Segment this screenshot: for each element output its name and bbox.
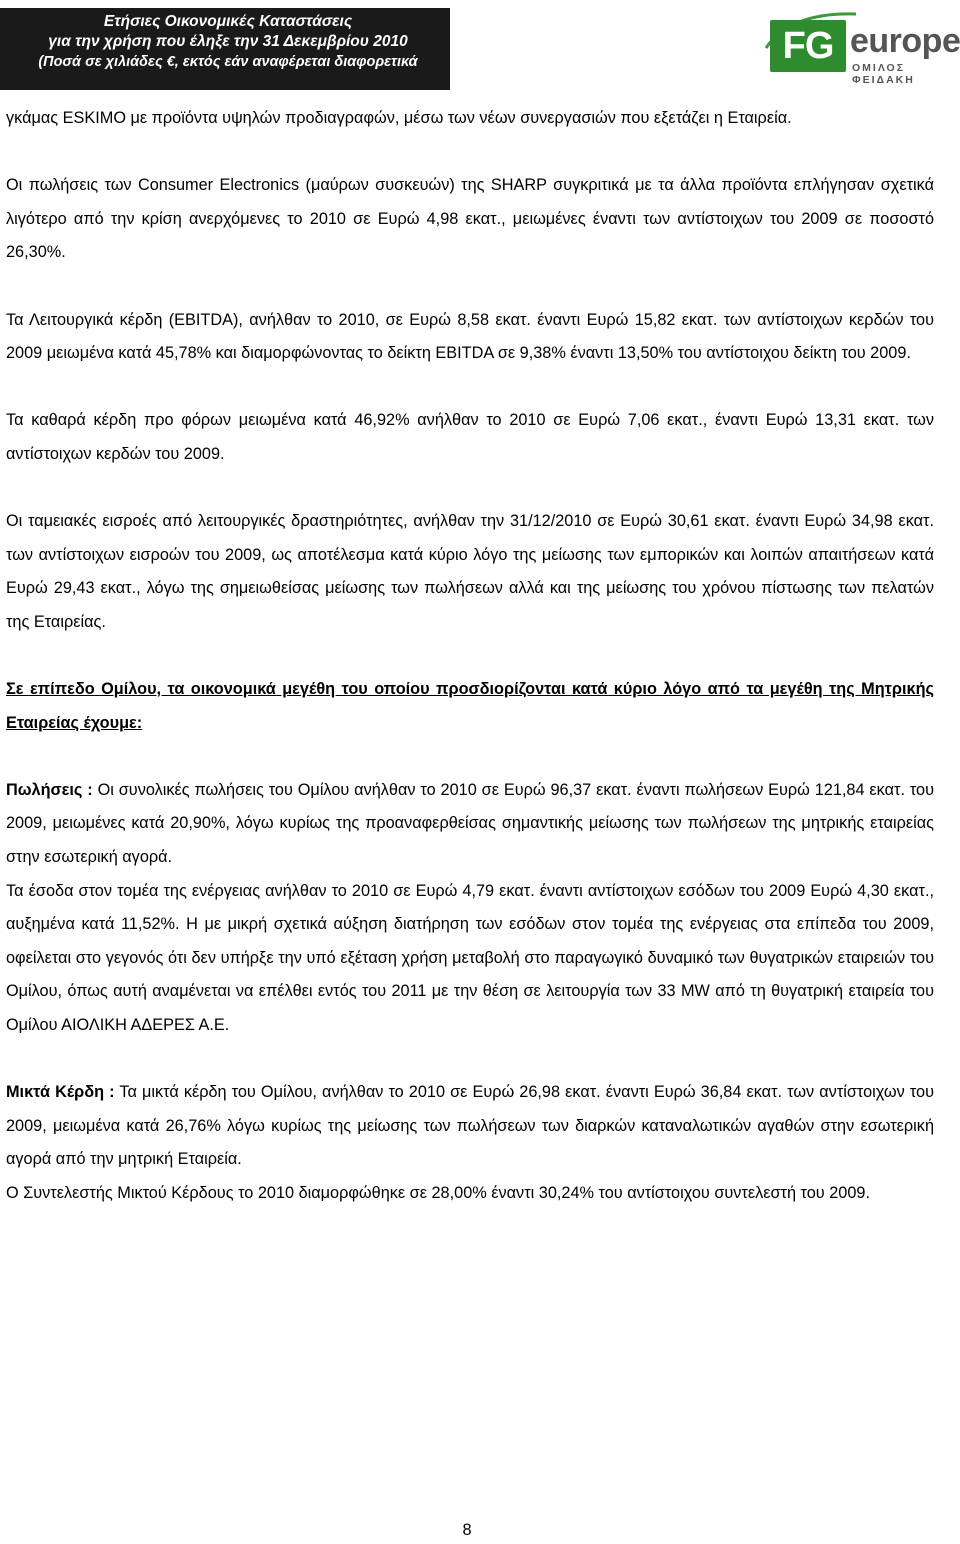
header-title (8, 12, 448, 72)
group-section-heading: Σε επίπεδο Ομίλου, τα οικονομικά μεγέθη του οποίου προσδιορίζονται κατά κύριο λόγο από τα μεγέθη της Μητρικής Εταιρείας έχουμε: (6, 680, 934, 732)
logo-mark: FG (770, 20, 846, 72)
header-line-1: Ετήσιες Οικονομικές Καταστάσεις (103, 13, 353, 30)
paragraph-ebitda: Τα Λειτουργικά κέρδη (EBITDA), ανήλθαν το 2010, σε Ευρώ 8,58 εκατ. έναντι Ευρώ 15,82 εκατ. των αντίστοιχων κερδών του 2009 μειωμένα κατά 45,78% και διαμορφώνοντας το δείκτη EBITDA σε 9,38% έναντι 13,50% του αντίστοιχου δείκτη του 2009. (6, 310, 934, 363)
paragraph-sales (6, 774, 934, 875)
sales-text: Οι συνολικές πωλήσεις του Ομίλου ανήλθαν το 2010 σε Ευρώ 96,37 εκατ. έναντι πωλήσεων Ευρώ 121,84 εκατ. του 2009, μειωμένες κατά 20,90%, λόγω κυρίως της προαναφερθείσας σημαντικής μείωσης των πωλήσεων της μητρικής εταιρείας στην εσωτερική αγορά. (6, 780, 935, 867)
paragraph-consumer-electronics: Οι πωλήσεις των Consumer Electronics (μαύρων συσκευών) της SHARP συγκριτικά με τα άλλα προϊόντα επλήγησαν σχετικά λιγότερο από την κρίση ανερχόμενες το 2010 σε Ευρώ 4,98 εκατ., μειωμένες έναντι των αντίστοιχων του 2009 σε ποσοστό 26,30%. (6, 176, 934, 262)
sales-label: Πωλήσεις : (6, 780, 93, 799)
paragraph-energy-revenue: Τα έσοδα στον τομέα της ενέργειας ανήλθαν το 2010 σε Ευρώ 4,79 εκατ. έναντι αντίστοιχων εσόδων του 2009 Ευρώ 4,30 εκατ., αυξημένα κατά 11,52%. Η με μικρή σχετικά αύξηση διατήρηση των εσόδων στον τομέα της ενέργειας στα επίπεδα του 2009, οφείλεται στο γεγονός ότι δεν υπήρξε την υπό εξέταση χρήση μεταβολή στο παραγωγικό δυναμικό των θυγατρικών εταιρειών του Ομίλου, όπως αυτή αναμένεται να επέλθει εντός του 2011 με την θέση σε λειτουργία των 33 MW από τη θυγατρική εταιρεία του Ομίλου ΑΙΟΛΙΚΗ ΑΔΕΡΕΣ Α.Ε. (6, 881, 934, 1035)
paragraph-pretax-profit: Τα καθαρά κέρδη προ φόρων μειωμένα κατά 46,92% ανήλθαν το 2010 σε Ευρώ 7,06 εκατ., έναντι Ευρώ 13,31 εκατ. των αντίστοιχων κερδών του 2009. (6, 411, 934, 463)
header-line-3: (Ποσά σε χιλιάδες €, εκτός εάν αναφέρεται διαφορετικά (38, 54, 418, 70)
page-number: 8 (462, 1521, 472, 1539)
fg-europe-logo (760, 8, 960, 86)
gross-profit-label: Μικτά Κέρδη : (6, 1083, 115, 1102)
paragraph-gross-margin: Ο Συντελεστής Μικτού Κέρδους το 2010 διαμορφώθηκε σε 28,00% έναντι 30,24% του αντίστοιχου συντελεστή του 2009. (6, 1184, 870, 1202)
paragraph-eskimo: γκάμας ESKIMO με προϊόντα υψηλών προδιαγραφών, μέσω των νέων συνεργασιών που εξετάζει η Εταιρεία. (6, 109, 792, 127)
logo-wordmark: europe (850, 22, 960, 60)
header-line-2: για την χρήση που έληξε την 31 Δεκεμβρίου 2010 (48, 33, 408, 50)
logo-subtitle: ΟΜΙΛΟΣ ΦΕΙΔΑΚΗ (852, 62, 915, 86)
gross-profit-text: Τα μικτά κέρδη του Ομίλου, ανήλθαν το 2010 σε Ευρώ 26,98 εκατ. έναντι Ευρώ 36,84 εκατ. των αντίστοιχων του 2009, μειωμένα κατά 26,76% λόγω κυρίως της μείωσης των πωλήσεων των διαρκών καταναλωτικών αγαθών στην εσωτερική αγορά από την μητρική Εταιρεία. (6, 1083, 934, 1169)
paragraph-gross-profit (6, 1076, 934, 1177)
paragraph-cash-flows: Οι ταμειακές εισροές από λειτουργικές δραστηριότητες, ανήλθαν την 31/12/2010 σε Ευρώ 30,61 εκατ. έναντι Ευρώ 34,98 εκατ. των αντίστοιχων εισροών του 2009, ως αποτέλεσμα κατά κύριο λόγο της μείωσης των εμπορικών και λοιπών απαιτήσεων κατά Ευρώ 29,43 εκατ., λόγω της σημειωθείσας μείωσης των πωλήσεων αλλά και της μείωσης του χρόνου πίστωσης των πελατών της Εταιρείας. (6, 512, 934, 631)
page-header (0, 0, 960, 98)
document-body (6, 102, 934, 1244)
